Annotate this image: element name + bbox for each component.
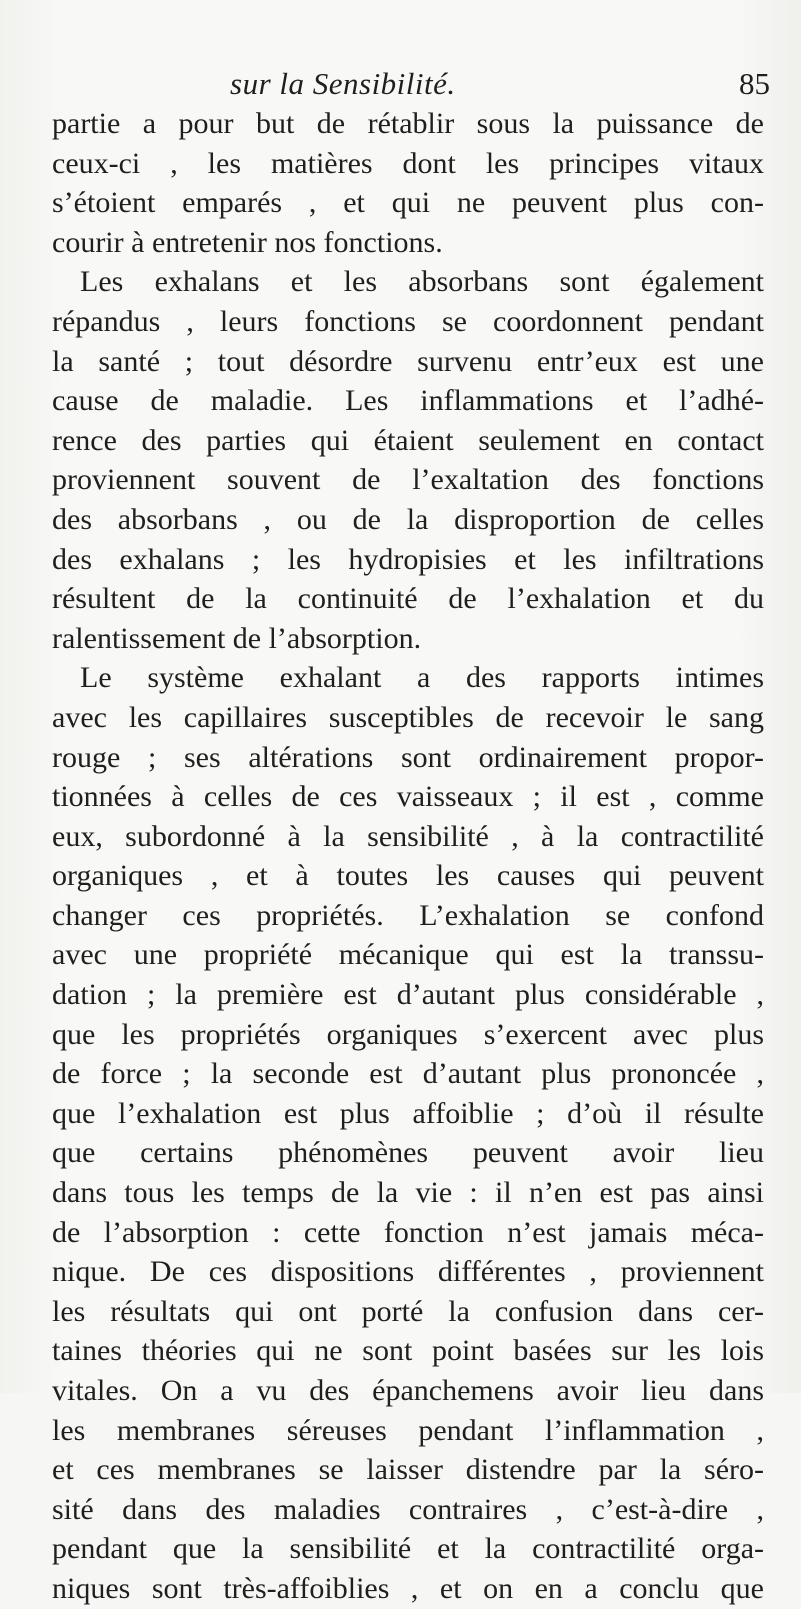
text-line: cause de maladie. Les inflammations et l’adhé- (52, 384, 764, 418)
text-line: résultent de la continuité de l’exhalation et du (52, 582, 764, 616)
text-line: dation ; la première est d’autant plus considérable , (52, 978, 764, 1012)
page-header (230, 66, 770, 106)
text-line: des exhalans ; les hydropisies et les infiltrations (52, 542, 764, 576)
text-line: et ces membranes se laisser distendre par la séro- (52, 1453, 764, 1487)
text-line: vitales. On a vu des épanchemens avoir lieu dans (52, 1374, 764, 1407)
text-line: la santé ; tout désordre survenu entr’eux est une (52, 344, 764, 378)
running-title: sur la Sensibilité. (230, 66, 456, 101)
text-line: des absorbans , ou de la disproportion de celles (52, 502, 764, 536)
text-line: de l’absorption : cette fonction n’est jamais méca- (52, 1215, 764, 1249)
text-line: rouge ; ses altérations sont ordinairement propor- (52, 740, 764, 774)
text-line: avec une propriété mécanique qui est la transsu- (52, 938, 764, 972)
text-line: les membranes séreuses pendant l’inflammation , (52, 1413, 764, 1447)
body-text (52, 104, 764, 1609)
text-line: changer ces propriétés. L’exhalation se confond (52, 898, 764, 932)
text-line: avec les capillaires susceptibles de recevoir le sang (52, 700, 764, 734)
text-line: tionnées à celles de ces vaisseaux ; il est , comme (52, 780, 764, 814)
text-line: répandus , leurs fonctions se coordonnent pendant (52, 304, 764, 338)
text-line: dans tous les temps de la vie : il n’en est pas ainsi (52, 1176, 764, 1210)
text-line: que l’exhalation est plus affoiblie ; d’où il résulte (52, 1096, 764, 1130)
text-line: nique. De ces dispositions différentes , proviennent (52, 1255, 764, 1289)
text-line: sité dans des maladies contraires , c’est-à-dire , (52, 1492, 764, 1526)
text-line: Le système exhalant a des rapports intimes (80, 661, 764, 695)
text-line: taines théories qui ne sont point basées sur les lois (52, 1334, 764, 1368)
text-line: que les propriétés organiques s’exercent avec plus (52, 1017, 764, 1051)
text-line: s’étoient emparés , et qui ne peuvent plus con- (52, 186, 764, 220)
text-line: que certains phénomènes peuvent avoir lieu (52, 1136, 764, 1170)
text-line: partie a pour but de rétablir sous la puissance de (52, 107, 764, 140)
text-line: ceux-ci , les matières dont les principes vitaux (52, 146, 764, 180)
text-line: pendant que la sensibilité et la contractilité orga- (52, 1532, 764, 1566)
text-line: organiques , et à toutes les causes qui peuvent (52, 859, 764, 893)
text-line: rence des parties qui étaient seulement en contact (52, 423, 764, 457)
text-line: ralentissement de l’absorption. (52, 621, 422, 655)
text-line: proviennent souvent de l’exaltation des fonctions (52, 463, 764, 497)
text-line: eux, subordonné à la sensibilité , à la contractilité (52, 819, 764, 853)
page-number: 85 (739, 66, 770, 101)
text-line: niques sont très-affoiblies , et on en a conclu que (52, 1571, 764, 1605)
text-line: de force ; la seconde est d’autant plus prononcée , (52, 1057, 764, 1091)
text-line: courir à entretenir nos fonctions. (52, 225, 443, 259)
text-line: les résultats qui ont porté la confusion dans cer- (52, 1294, 764, 1328)
text-line: Les exhalans et les absorbans sont également (80, 265, 764, 299)
